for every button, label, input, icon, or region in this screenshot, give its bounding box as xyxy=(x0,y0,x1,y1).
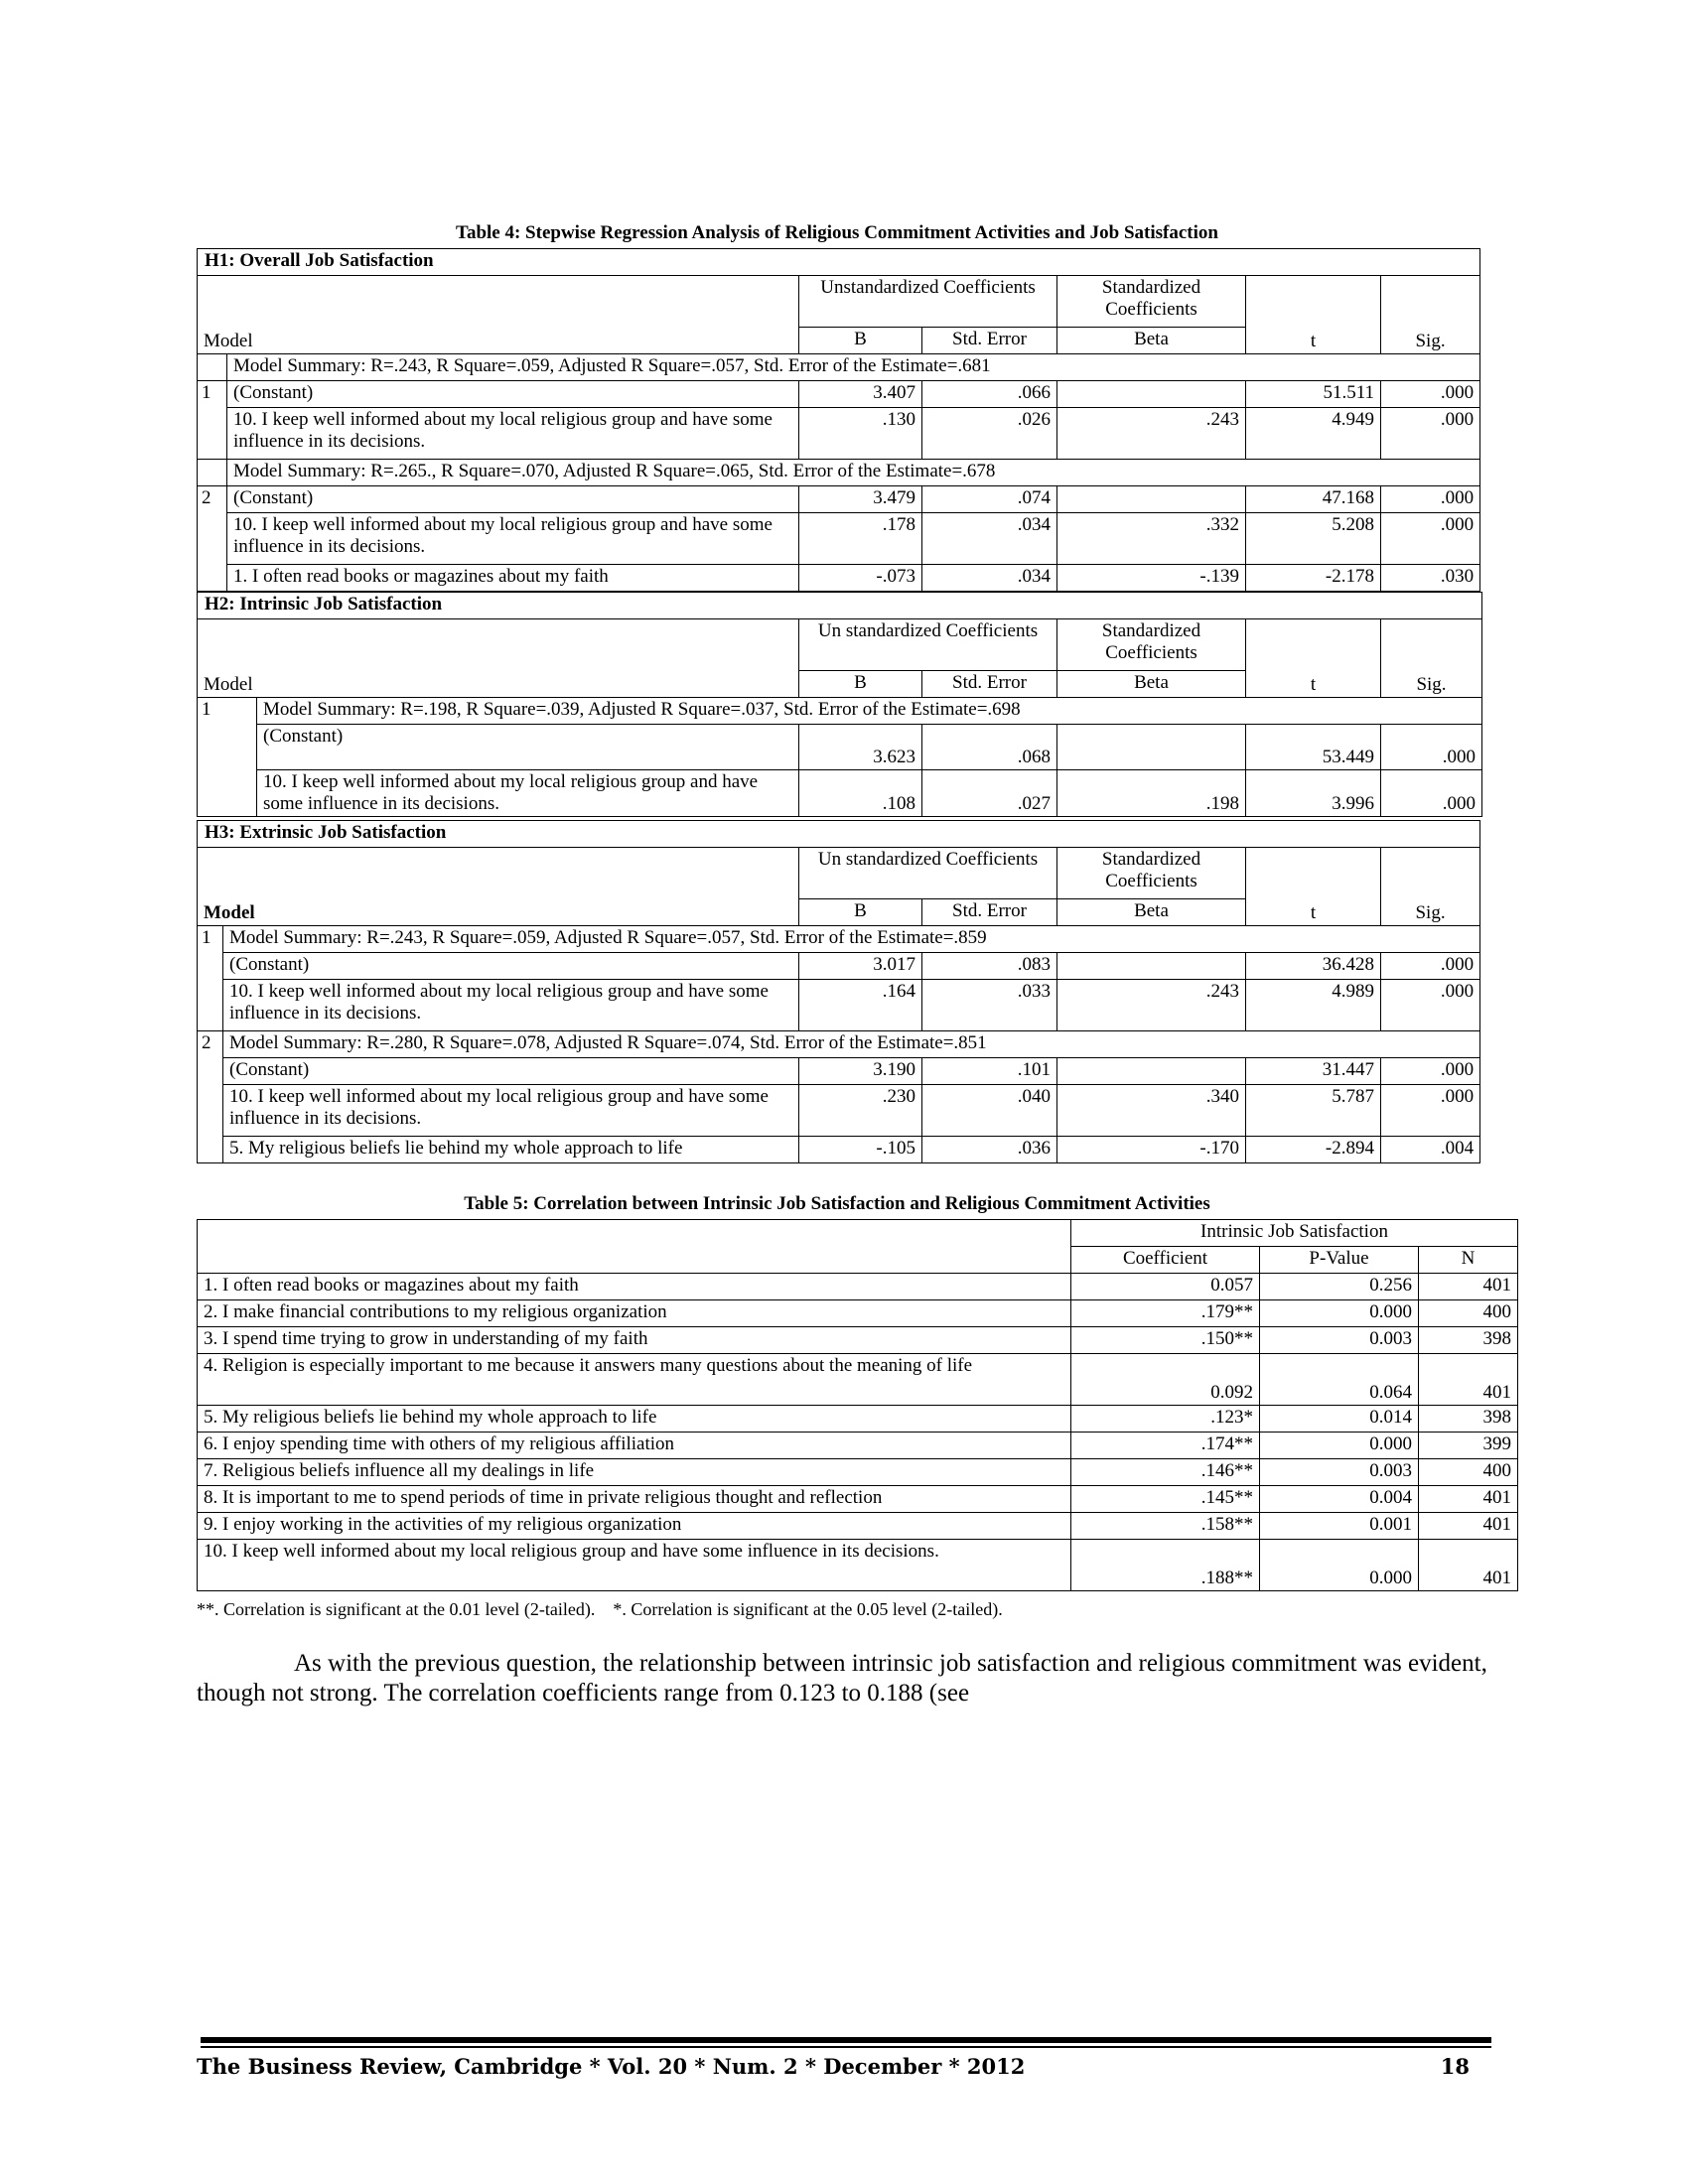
row-label: (Constant) xyxy=(223,1058,799,1085)
cell-coefficient: .146** xyxy=(1071,1459,1260,1486)
cell-p-value: 0.000 xyxy=(1260,1433,1419,1459)
cell-b: 3.479 xyxy=(799,486,922,513)
row-label: (Constant) xyxy=(227,381,799,408)
row-label: 10. I keep well informed about my local religious group and have some influence in its decisions. xyxy=(227,513,799,565)
model-summary: Model Summary: R=.280, R Square=.078, Adjusted R Square=.074, Std. Error of the Estimate=.851 xyxy=(223,1031,1480,1058)
cell-b: -.073 xyxy=(799,565,922,592)
cell-t: 53.449 xyxy=(1246,725,1381,770)
cell-n: 400 xyxy=(1419,1300,1518,1327)
table-row xyxy=(198,1354,1518,1406)
cell-se: .034 xyxy=(922,513,1057,565)
cell-b: .230 xyxy=(799,1085,922,1137)
cell-p-value: 0.003 xyxy=(1260,1459,1419,1486)
unstandardized-header: Un standardized Coefficients xyxy=(799,848,1057,899)
model-label: Model xyxy=(198,619,799,698)
item-label: 5. My religious beliefs lie behind my whole approach to life xyxy=(198,1406,1071,1433)
cell-beta: .340 xyxy=(1057,1085,1246,1137)
cell-b: .130 xyxy=(799,408,922,460)
model-number: 1 xyxy=(198,926,223,1031)
table-row xyxy=(198,1085,1480,1137)
cell-n: 401 xyxy=(1419,1354,1518,1406)
table-4-h3 xyxy=(197,820,1480,1163)
cell-coefficient: .145** xyxy=(1071,1486,1260,1513)
row-label: (Constant) xyxy=(227,486,799,513)
table-row xyxy=(198,513,1480,565)
item-label: 2. I make financial contributions to my religious organization xyxy=(198,1300,1071,1327)
cell-beta: -.170 xyxy=(1057,1137,1246,1163)
col-t: t xyxy=(1246,619,1381,698)
table-row xyxy=(198,1513,1518,1540)
cell-t: -2.894 xyxy=(1246,1137,1381,1163)
standardized-header: Standardized Coefficients xyxy=(1057,276,1246,328)
item-label: 7. Religious beliefs influence all my dealings in life xyxy=(198,1459,1071,1486)
row-label: 10. I keep well informed about my local religious group and have some influence in its decisions. xyxy=(223,1085,799,1137)
col-sig: Sig. xyxy=(1381,848,1480,926)
cell-n: 399 xyxy=(1419,1433,1518,1459)
item-label: 8. It is important to me to spend periods of time in private religious thought and reflection xyxy=(198,1486,1071,1513)
cell-se: .101 xyxy=(922,1058,1057,1085)
item-label: 1. I often read books or magazines about my faith xyxy=(198,1274,1071,1300)
model-summary: Model Summary: R=.265., R Square=.070, Adjusted R Square=.065, Std. Error of the Estimate=.678 xyxy=(227,460,1480,486)
cell-p-value: 0.064 xyxy=(1260,1354,1419,1406)
cell-b: 3.623 xyxy=(799,725,922,770)
cell-b: .108 xyxy=(799,770,922,817)
cell-sig: .000 xyxy=(1381,381,1480,408)
cell-beta xyxy=(1057,953,1246,980)
col-beta: Beta xyxy=(1057,671,1246,698)
section-title: H3: Extrinsic Job Satisfaction xyxy=(198,821,1480,848)
cell-coefficient: 0.057 xyxy=(1071,1274,1260,1300)
col-b: B xyxy=(799,328,922,354)
col-t: t xyxy=(1246,276,1381,354)
cell-sig: .000 xyxy=(1381,1058,1480,1085)
model-summary: Model Summary: R=.243, R Square=.059, Adjusted R Square=.057, Std. Error of the Estimate=.859 xyxy=(223,926,1480,953)
cell-coefficient: 0.092 xyxy=(1071,1354,1260,1406)
table-4-caption: Table 4: Stepwise Regression Analysis of Religious Commitment Activities and Job Satisfaction xyxy=(456,222,1218,243)
table-row xyxy=(198,408,1480,460)
cell-n: 398 xyxy=(1419,1327,1518,1354)
cell-coefficient: .188** xyxy=(1071,1540,1260,1591)
cell-sig: .004 xyxy=(1381,1137,1480,1163)
cell-beta: .332 xyxy=(1057,513,1246,565)
cell-t: 47.168 xyxy=(1246,486,1381,513)
cell-beta xyxy=(1057,381,1246,408)
table-4-h2 xyxy=(197,592,1482,817)
cell-se: .033 xyxy=(922,980,1057,1031)
row-label: (Constant) xyxy=(257,725,799,770)
cell-b: 3.190 xyxy=(799,1058,922,1085)
table-row xyxy=(198,1327,1518,1354)
section-title: H1: Overall Job Satisfaction xyxy=(198,249,1480,276)
cell-t: 3.996 xyxy=(1246,770,1381,817)
table-row xyxy=(198,381,1480,408)
table-5-caption: Table 5: Correlation between Intrinsic Job Satisfaction and Religious Commitment Activities xyxy=(464,1193,1210,1214)
cell-se: .027 xyxy=(922,770,1057,817)
table-4-h1 xyxy=(197,248,1480,592)
cell-sig: .000 xyxy=(1381,486,1480,513)
table-row xyxy=(198,1433,1518,1459)
cell-p-value: 0.004 xyxy=(1260,1486,1419,1513)
significance-note: **. Correlation is significant at the 0.01 level (2-tailed). *. Correlation is significant at the 0.05 level (2-tailed). xyxy=(197,1599,1003,1619)
body-paragraph: As with the previous question, the relationship between intrinsic job satisfaction and religious commitment was evident, though not strong. The correlation coefficients range from 0.123 to 0.188 (see xyxy=(197,1650,1487,1706)
table-row xyxy=(198,1486,1518,1513)
model-number: 2 xyxy=(198,486,227,592)
cell-t: 4.949 xyxy=(1246,408,1381,460)
table-row xyxy=(198,486,1480,513)
col-sig: Sig. xyxy=(1381,276,1480,354)
page-number: 18 xyxy=(1440,2054,1470,2079)
cell-se: .066 xyxy=(922,381,1057,408)
table-row xyxy=(198,725,1482,770)
table-row xyxy=(198,1274,1518,1300)
col-std-error: Std. Error xyxy=(922,899,1057,926)
table-row xyxy=(198,1137,1480,1163)
cell-sig: .000 xyxy=(1381,408,1480,460)
table-row xyxy=(198,1459,1518,1486)
cell-coefficient: .123* xyxy=(1071,1406,1260,1433)
cell-beta: .243 xyxy=(1057,408,1246,460)
cell-se: .083 xyxy=(922,953,1057,980)
col-beta: Beta xyxy=(1057,899,1246,926)
cell-se: .068 xyxy=(922,725,1057,770)
row-label: 10. I keep well informed about my local religious group and have some influence in its decisions. xyxy=(227,408,799,460)
table-row xyxy=(198,1058,1480,1085)
cell-coefficient: .179** xyxy=(1071,1300,1260,1327)
col-std-error: Std. Error xyxy=(922,328,1057,354)
table-5 xyxy=(197,1219,1518,1591)
col-n: N xyxy=(1419,1247,1518,1274)
row-label: 5. My religious beliefs lie behind my whole approach to life xyxy=(223,1137,799,1163)
cell-b: 3.407 xyxy=(799,381,922,408)
model-summary: Model Summary: R=.198, R Square=.039, Adjusted R Square=.037, Std. Error of the Estimate=.698 xyxy=(257,698,1482,725)
cell-b: .164 xyxy=(799,980,922,1031)
model-number: 2 xyxy=(198,1031,223,1163)
footer-rule-thin xyxy=(201,2046,1491,2048)
col-t: t xyxy=(1246,848,1381,926)
cell-t: 51.511 xyxy=(1246,381,1381,408)
group-header: Intrinsic Job Satisfaction xyxy=(1071,1220,1518,1247)
cell-sig: .000 xyxy=(1381,1085,1480,1137)
cell-beta xyxy=(1057,486,1246,513)
cell-sig: .000 xyxy=(1381,725,1482,770)
cell-p-value: 0.000 xyxy=(1260,1540,1419,1591)
cell-se: .034 xyxy=(922,565,1057,592)
col-sig: Sig. xyxy=(1381,619,1482,698)
cell-coefficient: .174** xyxy=(1071,1433,1260,1459)
cell-beta: .243 xyxy=(1057,980,1246,1031)
row-label: 1. I often read books or magazines about my faith xyxy=(227,565,799,592)
cell-sig: .000 xyxy=(1381,953,1480,980)
cell-p-value: 0.256 xyxy=(1260,1274,1419,1300)
cell-n: 400 xyxy=(1419,1459,1518,1486)
cell-sig: .000 xyxy=(1381,770,1482,817)
model-number: 1 xyxy=(198,698,257,817)
cell-sig: .030 xyxy=(1381,565,1480,592)
col-b: B xyxy=(799,899,922,926)
col-coefficient: Coefficient xyxy=(1071,1247,1260,1274)
cell-beta: .198 xyxy=(1057,770,1246,817)
table-row xyxy=(198,980,1480,1031)
cell-beta xyxy=(1057,1058,1246,1085)
footer-rule xyxy=(201,2037,1491,2043)
cell-t: 4.989 xyxy=(1246,980,1381,1031)
standardized-header: Standardized Coefficients xyxy=(1057,848,1246,899)
cell-t: 36.428 xyxy=(1246,953,1381,980)
unstandardized-header: Un standardized Coefficients xyxy=(799,619,1057,671)
cell-sig: .000 xyxy=(1381,980,1480,1031)
col-p-value: P-Value xyxy=(1260,1247,1419,1274)
cell-beta xyxy=(1057,725,1246,770)
cell-t: 5.208 xyxy=(1246,513,1381,565)
cell-p-value: 0.003 xyxy=(1260,1327,1419,1354)
cell-p-value: 0.001 xyxy=(1260,1513,1419,1540)
col-std-error: Std. Error xyxy=(922,671,1057,698)
section-title: H2: Intrinsic Job Satisfaction xyxy=(198,593,1482,619)
standardized-header: Standardized Coefficients xyxy=(1057,619,1246,671)
col-b: B xyxy=(799,671,922,698)
cell-n: 401 xyxy=(1419,1274,1518,1300)
cell-se: .074 xyxy=(922,486,1057,513)
model-number: 1 xyxy=(198,381,227,460)
table-row xyxy=(198,1540,1518,1591)
table-row xyxy=(198,770,1482,817)
item-label: 9. I enjoy working in the activities of my religious organization xyxy=(198,1513,1071,1540)
table-row xyxy=(198,1406,1518,1433)
cell-se: .026 xyxy=(922,408,1057,460)
cell-t: 5.787 xyxy=(1246,1085,1381,1137)
item-label: 10. I keep well informed about my local religious group and have some influence in its decisions. xyxy=(198,1540,1071,1591)
cell-se: .040 xyxy=(922,1085,1057,1137)
cell-b: .178 xyxy=(799,513,922,565)
row-label: (Constant) xyxy=(223,953,799,980)
model-label: Model xyxy=(198,848,799,926)
cell-t: 31.447 xyxy=(1246,1058,1381,1085)
table-row xyxy=(198,565,1480,592)
cell-p-value: 0.014 xyxy=(1260,1406,1419,1433)
col-beta: Beta xyxy=(1057,328,1246,354)
row-label: 10. I keep well informed about my local religious group and have some influence in its decisions. xyxy=(257,770,799,817)
item-label: 4. Religion is especially important to me because it answers many questions about the meaning of life xyxy=(198,1354,1071,1406)
cell-n: 398 xyxy=(1419,1406,1518,1433)
table-row xyxy=(198,1300,1518,1327)
cell-coefficient: .158** xyxy=(1071,1513,1260,1540)
model-summary: Model Summary: R=.243, R Square=.059, Adjusted R Square=.057, Std. Error of the Estimate=.681 xyxy=(227,354,1480,381)
model-label: Model xyxy=(198,276,799,354)
unstandardized-header: Unstandardized Coefficients xyxy=(799,276,1057,328)
cell-b: -.105 xyxy=(799,1137,922,1163)
table-row xyxy=(198,953,1480,980)
cell-coefficient: .150** xyxy=(1071,1327,1260,1354)
item-label: 6. I enjoy spending time with others of my religious affiliation xyxy=(198,1433,1071,1459)
cell-b: 3.017 xyxy=(799,953,922,980)
row-label: 10. I keep well informed about my local religious group and have some influence in its decisions. xyxy=(223,980,799,1031)
cell-t: -2.178 xyxy=(1246,565,1381,592)
cell-n: 401 xyxy=(1419,1486,1518,1513)
cell-n: 401 xyxy=(1419,1513,1518,1540)
cell-p-value: 0.000 xyxy=(1260,1300,1419,1327)
cell-sig: .000 xyxy=(1381,513,1480,565)
cell-beta: -.139 xyxy=(1057,565,1246,592)
journal-footer: The Business Review, Cambridge * Vol. 20 * Num. 2 * December * 2012 xyxy=(197,2054,1026,2079)
item-label: 3. I spend time trying to grow in understanding of my faith xyxy=(198,1327,1071,1354)
cell-se: .036 xyxy=(922,1137,1057,1163)
cell-n: 401 xyxy=(1419,1540,1518,1591)
